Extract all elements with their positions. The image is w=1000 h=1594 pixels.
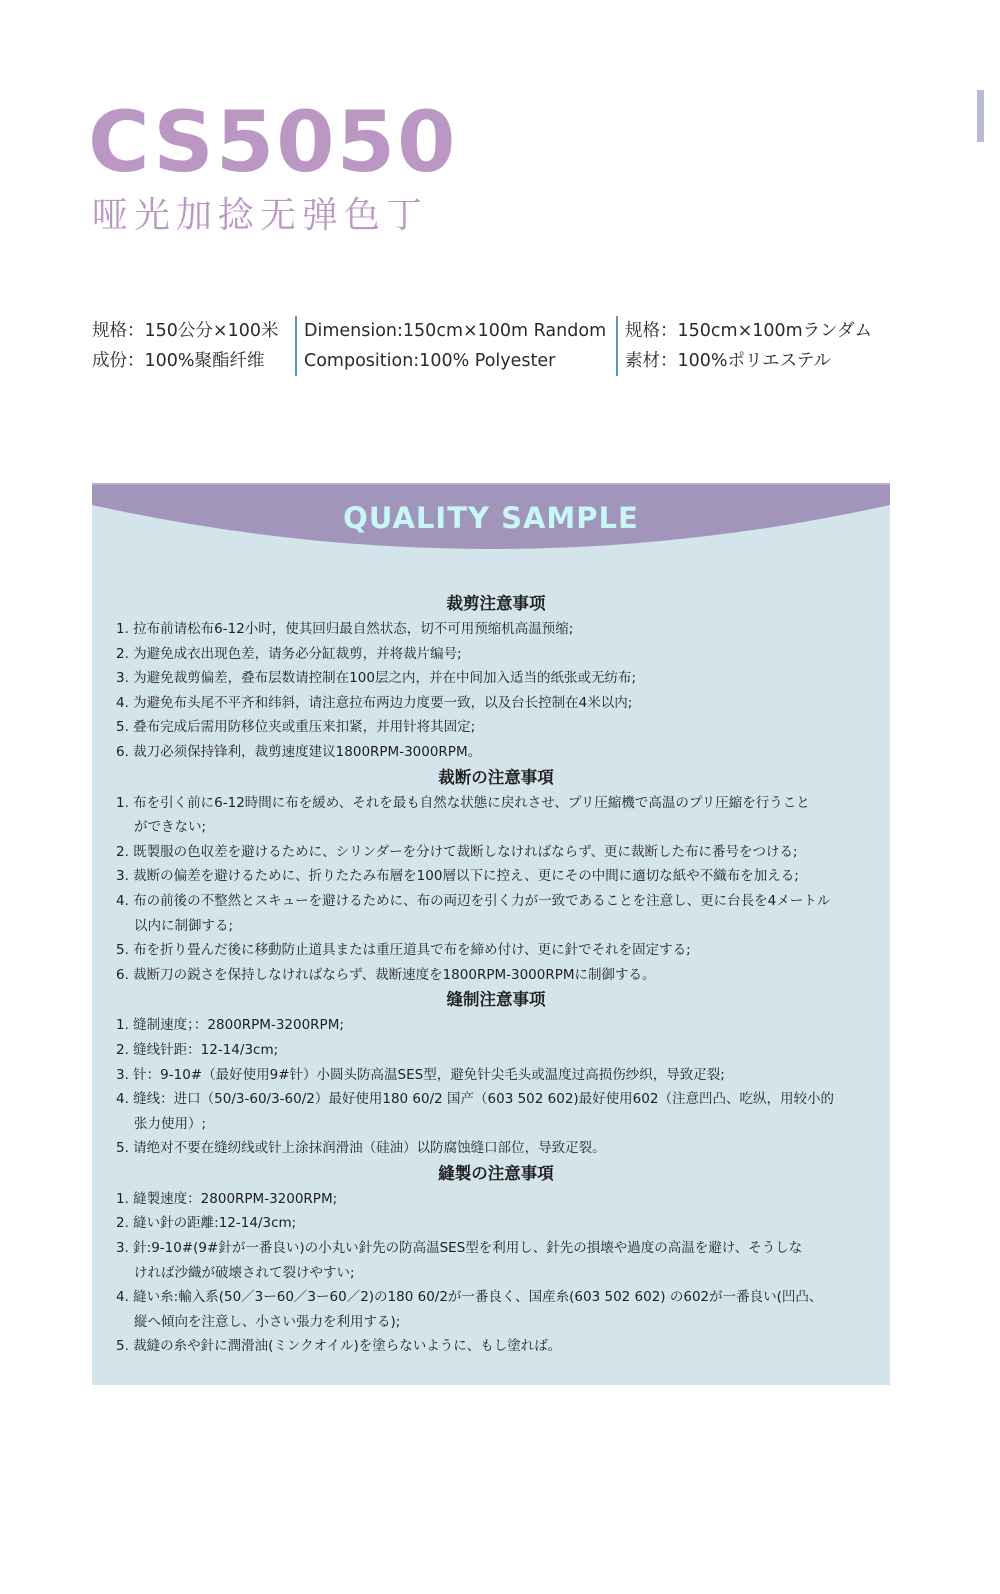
list-item-text: 1. 拉布前请松布6-12小时，使其回归最自然状态，切不可用预缩机高温预缩; xyxy=(116,621,574,637)
list-item xyxy=(116,889,876,938)
list-item-continuation: 縦へ傾向を注意し、小さい張力を利用する); xyxy=(134,1313,401,1330)
spec-composition-en: Composition:100% Polyester xyxy=(304,351,556,371)
spec-column-chinese xyxy=(92,316,295,376)
list-item-text: 2. 为避免成衣出现色差，请务必分缸裁剪，并将裁片编号; xyxy=(116,645,462,662)
list-item-text: 4. 縫い糸:輸入系(50／3ー60／3ー60／2)の180 60/2が一番良く、国産糸(603 502 602) の602が一番良い(凹凸、 xyxy=(116,1289,823,1306)
list-item xyxy=(116,1087,876,1136)
list-item xyxy=(116,715,876,740)
spec-dimension-zh: 规格：150公分×100米 xyxy=(92,321,279,341)
list-item-text: 4. 缝线：进口（50/3-60/3-60/2）最好使用180 60/2 国产（603 502 602)最好使用602（注意凹凸、吃纵，用较小的 xyxy=(116,1091,834,1108)
list-item xyxy=(116,617,876,642)
spec-dimension-en: Dimension:150cm×100m Random xyxy=(304,321,607,341)
list-item xyxy=(116,1285,876,1334)
list-item-text: 6. 裁刀必须保持锋利，裁剪速度建议1800RPM-3000RPM。 xyxy=(116,743,482,760)
list-item-text: 2. 既製服の色収差を避けるために、シリンダーを分けて裁断しなければならず、更に裁断した布に番号をつける; xyxy=(116,843,798,860)
list-item-text: 3. 裁断の偏差を避けるために、折りたたみ布層を100層以下に控え、更にその中間に適切な紙や不織布を加える; xyxy=(116,868,799,885)
spec-table xyxy=(92,316,905,376)
list-item-text: 4. 布の前後の不整然とスキューを避けるために、布の両辺を引く力が一致であることを注意し、更に台長を4メートル xyxy=(116,892,831,909)
list-item xyxy=(116,666,876,691)
list-item xyxy=(116,1334,876,1359)
list-item-continuation: 以内に制御する; xyxy=(134,917,234,934)
list-item-text: 5. 裁縫の糸や針に潤滑油(ミンクオイル)を塗らないように、もし塗れば。 xyxy=(116,1338,562,1355)
list-item-continuation: 张力使用）; xyxy=(134,1115,207,1132)
list-item xyxy=(116,1236,876,1285)
section-title: 裁剪注意事项 xyxy=(446,594,546,613)
side-tab-marker xyxy=(977,90,984,142)
list-item-text: 5. 请绝对不要在缝纫线或针上涂抹润滑油（硅油）以防腐蚀缝口部位，导致疋裂。 xyxy=(116,1140,606,1157)
list-item-text: 1. 缝制速度；：2800RPM-3200RPM; xyxy=(116,1017,344,1034)
list-item-text: 1. 布を引く前に6-12時間に布を緩め、それを最も自然な状態に戻れさせ、プリ圧縮機で高温のプリ圧縮を行うこと xyxy=(116,794,810,811)
list-item xyxy=(116,791,876,840)
list-item-text: 3. 針:9-10#(9#針が一番良い)の小丸い針先の防高温SES型を利用し、針先の損壊や過度の高温を避け、そうしな xyxy=(116,1240,803,1257)
list-item xyxy=(116,691,876,716)
spec-column-japanese xyxy=(616,316,905,376)
list-item-text: 5. 布を折り畳んだ後に移動防止道具または重圧道具で布を締め付け、更に針でそれを固定する; xyxy=(116,942,691,959)
list-item xyxy=(116,1136,876,1161)
list-item xyxy=(116,840,876,865)
list-item-text: 6. 裁断刀の鋭さを保持しなければならず、裁断速度を1800RPM-3000RPMに制御する。 xyxy=(116,966,656,983)
list-item xyxy=(116,1038,876,1063)
quality-sample-panel xyxy=(92,483,890,1385)
list-item-text: 3. 针：9-10#（最好使用9#针）小圆头防高温SES型，避免针尖毛头或温度过高损伤纱织，导致疋裂; xyxy=(116,1066,725,1083)
section-title: 裁断の注意事項 xyxy=(438,767,554,787)
list-item xyxy=(116,1063,876,1088)
list-item-continuation: ければ沙織が破壊されて裂けやすい; xyxy=(134,1264,355,1281)
list-item xyxy=(116,864,876,889)
list-item xyxy=(116,963,876,988)
list-item-text: 2. 缝线针距：12-14/3cm; xyxy=(116,1041,279,1058)
section-title: 缝制注意事项 xyxy=(446,990,546,1010)
list-item-text: 5. 叠布完成后需用防移位夹或重压来扣紧，并用针将其固定; xyxy=(116,719,476,736)
list-item xyxy=(116,740,876,765)
panel-title: QUALITY SAMPLE xyxy=(343,501,639,535)
list-item xyxy=(116,642,876,667)
list-item xyxy=(116,1013,876,1038)
list-item-continuation: ができない; xyxy=(134,819,207,836)
panel-body xyxy=(116,591,876,1359)
list-item-text: 2. 縫い針の距離:12-14/3cm; xyxy=(116,1215,297,1232)
list-item-text: 3. 为避免裁剪偏差，叠布层数请控制在100层之内，并在中间加入适当的纸张或无纺布; xyxy=(116,670,636,687)
list-item-text: 1. 縫製速度：2800RPM-3200RPM; xyxy=(116,1190,338,1207)
list-item xyxy=(116,938,876,963)
spec-dimension-ja: 规格：150cm×100mランダム xyxy=(625,321,872,341)
product-code: CS5050 xyxy=(88,93,458,191)
list-item xyxy=(116,1187,876,1212)
product-name: 哑光加捻无弹色丁 xyxy=(92,195,429,236)
section-title: 縫製の注意事項 xyxy=(438,1163,554,1183)
spec-column-english xyxy=(295,316,616,376)
list-item-text: 4. 为避免布头尾不平齐和纬斜，请注意拉布两边力度要一致，以及台长控制在4米以内; xyxy=(116,694,633,711)
spec-composition-zh: 成份：100%聚酯纤维 xyxy=(92,351,265,371)
spec-composition-ja: 素材：100%ポリエステル xyxy=(625,351,831,371)
list-item xyxy=(116,1211,876,1236)
